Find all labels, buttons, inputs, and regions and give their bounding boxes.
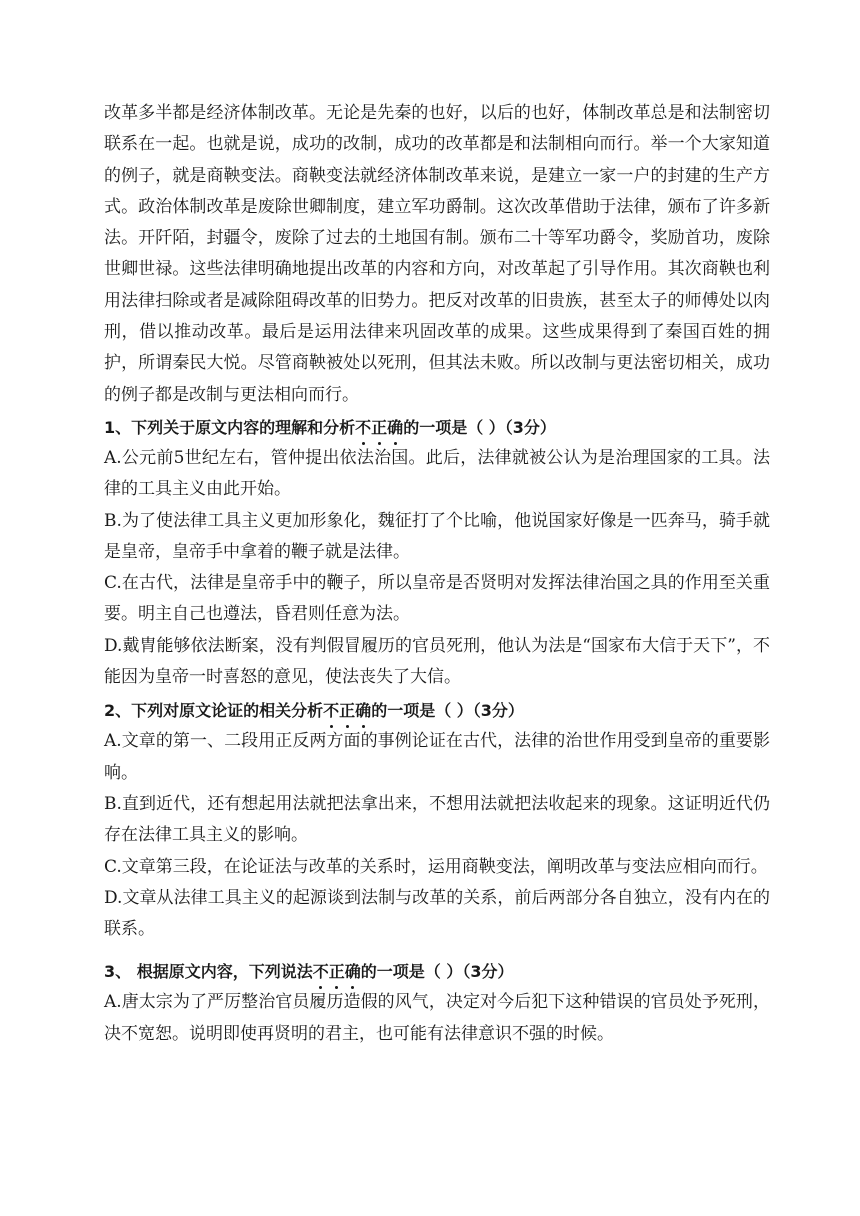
option-c: C.文章第三段，在论证法与改革的关系时，运用商鞅变法，阐明改革与变法应相向而行。 — [104, 856, 768, 877]
option-a: A.文章的第一、二段用正反两方面的事例论证在古代，法律的治世作用受到皇帝的重要影响。 — [104, 731, 770, 783]
question-1 — [104, 413, 770, 693]
emphasis-mark: 不 — [355, 413, 371, 443]
option-d: D.文章从法律工具主义的起源谈到法制与改革的关系，前后两部分各自独立，没有内在的联系。 — [104, 887, 770, 940]
option-b: B.为了使法律工具主义更加形象化，魏征打了个比喻，他说国家好像是一匹奔马，骑手就是皇帝，皇帝手中拿着的鞭子就是法律。 — [104, 510, 770, 562]
question-1-title: 1、下列关于原文内容的理解和分析不正确的一项是（ ）（3分） — [104, 413, 770, 443]
option-a: A.唐太宗为了严厉整治官员履历造假的风气，决定对今后犯下这种错误的官员处予死刑，决不宽恕。说明即使再贤明的君主，也可能有法律意识不强的时候。 — [104, 992, 770, 1044]
emphasis-mark: 正 — [371, 413, 387, 443]
emphasis-mark: 不 — [313, 957, 329, 987]
emphasis-mark: 不 — [323, 696, 339, 726]
option-b: B.直到近代，还有想起用法就把法拿出来，不想用法就把法收起来的现象。这证明近代仍存在法律工具主义的影响。 — [104, 793, 770, 846]
emphasis-mark: 确 — [355, 696, 371, 726]
question-3 — [104, 957, 770, 1050]
passage-paragraph: 改革多半都是经济体制改革。无论是先秦的也好，以后的也好，体制改革总是和法制密切联系在一起。也就是说，成功的改制，成功的改革都是和法制相向而行。举一个大家知道的例子，就是商鞅变法。商鞅变法就经济体制改革来说，是建立一家一户的封建的生产方式。政治体制改革是废除世卿制度，建立军功爵制。这次改革借助于法律，颁布了许多新法。开阡陌，封疆令，废除了过去的土地国有制。颁布二十等军功爵令，奖励首功，废除世卿世禄。这些法律明确地提出改革的内容和方向，对改革起了引导作用。其次商鞅也利用法律扫除或者是减除阻碍改革的旧势力。把反对改革的旧贵族，甚至太子的师傅处以肉刑，借以推动改革。最后是运用法律来巩固改革的成果。这些成果得到了秦国百姓的拥护，所谓秦民大悦。尽管商鞅被处以死刑，但其法未败。所以改制与更法密切相关，成功的例子都是改制与更法相向而行。 — [104, 103, 770, 405]
emphasis-mark: 正 — [339, 696, 355, 726]
option-d: D.戴胄能够依法断案，没有判假冒履历的官员死刑，他认为法是“国家布大信于天下”，不能因为皇帝一时喜怒的意见，使法丧失了大信。 — [104, 635, 770, 688]
emphasis-mark: 确 — [387, 413, 403, 443]
emphasis-mark: 正 — [329, 957, 345, 987]
question-2-title: 2、下列对原文论证的相关分析不正确的一项是（ ）（3分） — [104, 696, 770, 726]
option-a: A.公元前5世纪左右，管仲提出依法治国。此后，法律就被公认为是治理国家的工具。法律的工具主义由此开始。 — [104, 447, 770, 500]
emphasis-mark: 确 — [345, 957, 361, 987]
question-2 — [104, 696, 770, 945]
question-3-title: 3、 根据原文内容，下列说法不正确的一项是（ ）（3分） — [104, 957, 770, 987]
option-c: C.在古代，法律是皇帝手中的鞭子，所以皇帝是否贤明对发挥法律治国之具的作用至关重要。明主自己也遵法，昏君则任意为法。 — [104, 573, 770, 625]
